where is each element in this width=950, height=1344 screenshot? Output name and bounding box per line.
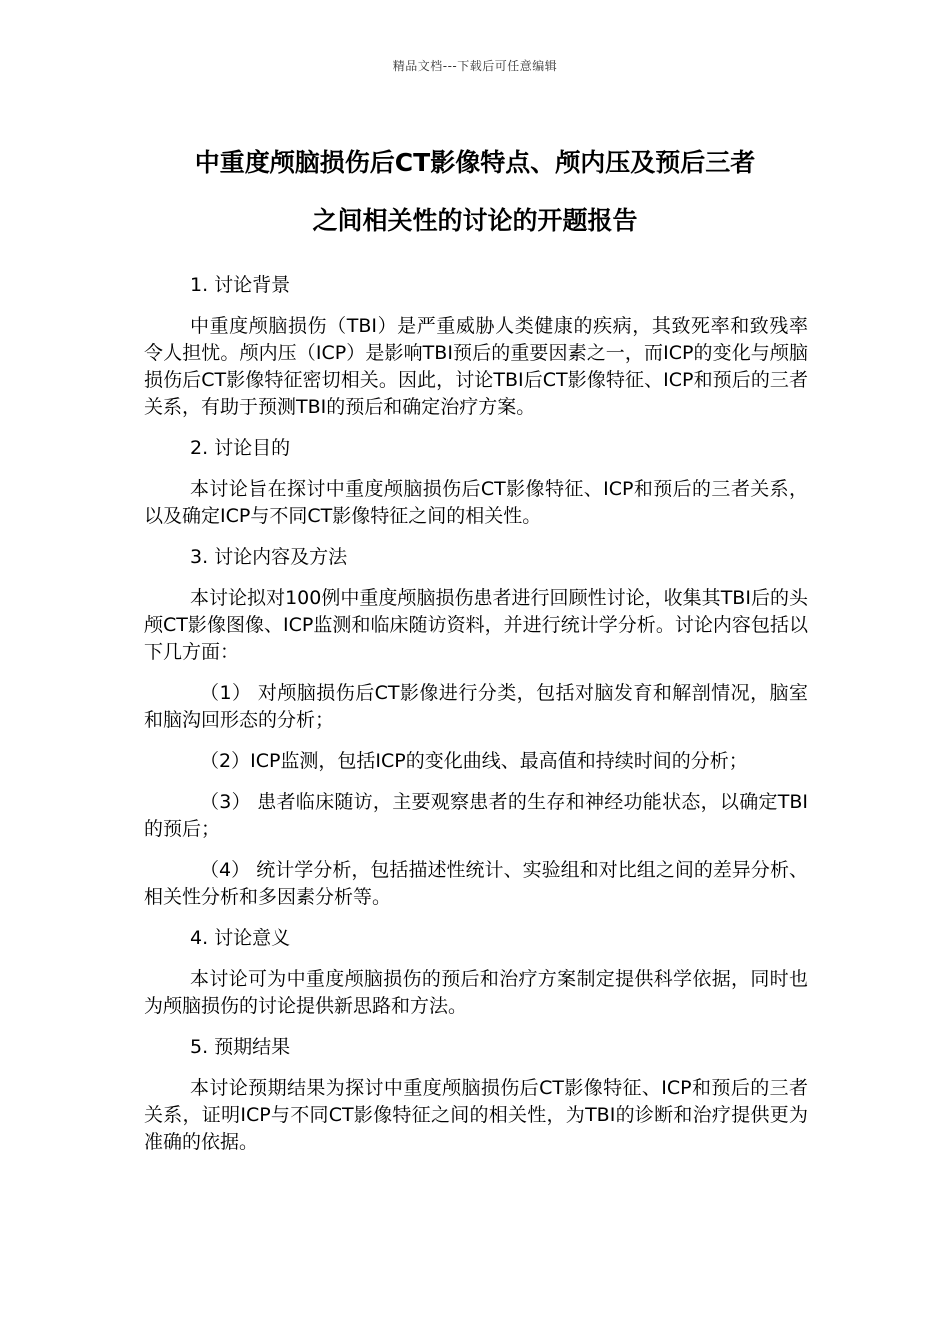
list-item-statistics: （4） 统计学分析，包括描述性统计、实验组和对比组之间的差异分析、相关性分析和多因素分析等。 [144,859,808,908]
paragraph-purpose: 本讨论旨在探讨中重度颅脑损伤后CT影像特征、ICP和预后的三者关系，以及确定ICP与不同CT影像特征之间的相关性。 [144,478,808,527]
paragraph-significance: 本讨论可为中重度颅脑损伤的预后和治疗方案制定提供科学依据，同时也为颅脑损伤的讨论提供新思路和方法。 [144,968,808,1017]
section-heading-expected-results: 5. 预期结果 [190,1036,291,1058]
section-heading-purpose: 2. 讨论目的 [190,437,291,459]
section-heading-significance: 4. 讨论意义 [190,927,291,949]
paragraph-methods: 本讨论拟对100例中重度颅脑损伤患者进行回顾性讨论，收集其TBI后的头颅CT影像图像、ICP监测和临床随访资料，并进行统计学分析。讨论内容包括以下几方面： [144,587,808,663]
paragraph-expected-results: 本讨论预期结果为探讨中重度颅脑损伤后CT影像特征、ICP和预后的三者关系，证明ICP与不同CT影像特征之间的相关性，为TBI的诊断和治疗提供更为准确的依据。 [144,1077,808,1153]
title-line-1: 中重度颅脑损伤后CT影像特点、颅内压及预后三者 [194,148,756,177]
paragraph-background: 中重度颅脑损伤（TBI）是严重威胁人类健康的疾病，其致死率和致残率令人担忧。颅内压（ICP）是影响TBI预后的重要因素之一，而ICP的变化与颅脑损伤后CT影像特征密切相关。因此，讨论TBI后CT影像特征、ICP和预后的三者关系，有助于预测TBI的预后和确定治疗方案。 [144,315,808,418]
title-line-2: 之间相关性的讨论的开题报告 [312,206,638,235]
document-title [130,134,820,250]
section-heading-background: 1. 讨论背景 [190,274,291,296]
page-header: 精品文档---下载后可任意编辑 [392,59,558,73]
list-item-ct-classification: （1） 对颅脑损伤后CT影像进行分类，包括对脑发育和解剖情况，脑室和脑沟回形态的分析； [144,682,808,731]
section-heading-methods: 3. 讨论内容及方法 [190,546,348,568]
list-item-icp-monitoring: （2）ICP监测，包括ICP的变化曲线、最高值和持续时间的分析； [200,750,748,772]
list-item-clinical-followup: （3） 患者临床随访，主要观察患者的生存和神经功能状态，以确定TBI的预后； [144,791,808,840]
document-body [144,272,808,1170]
